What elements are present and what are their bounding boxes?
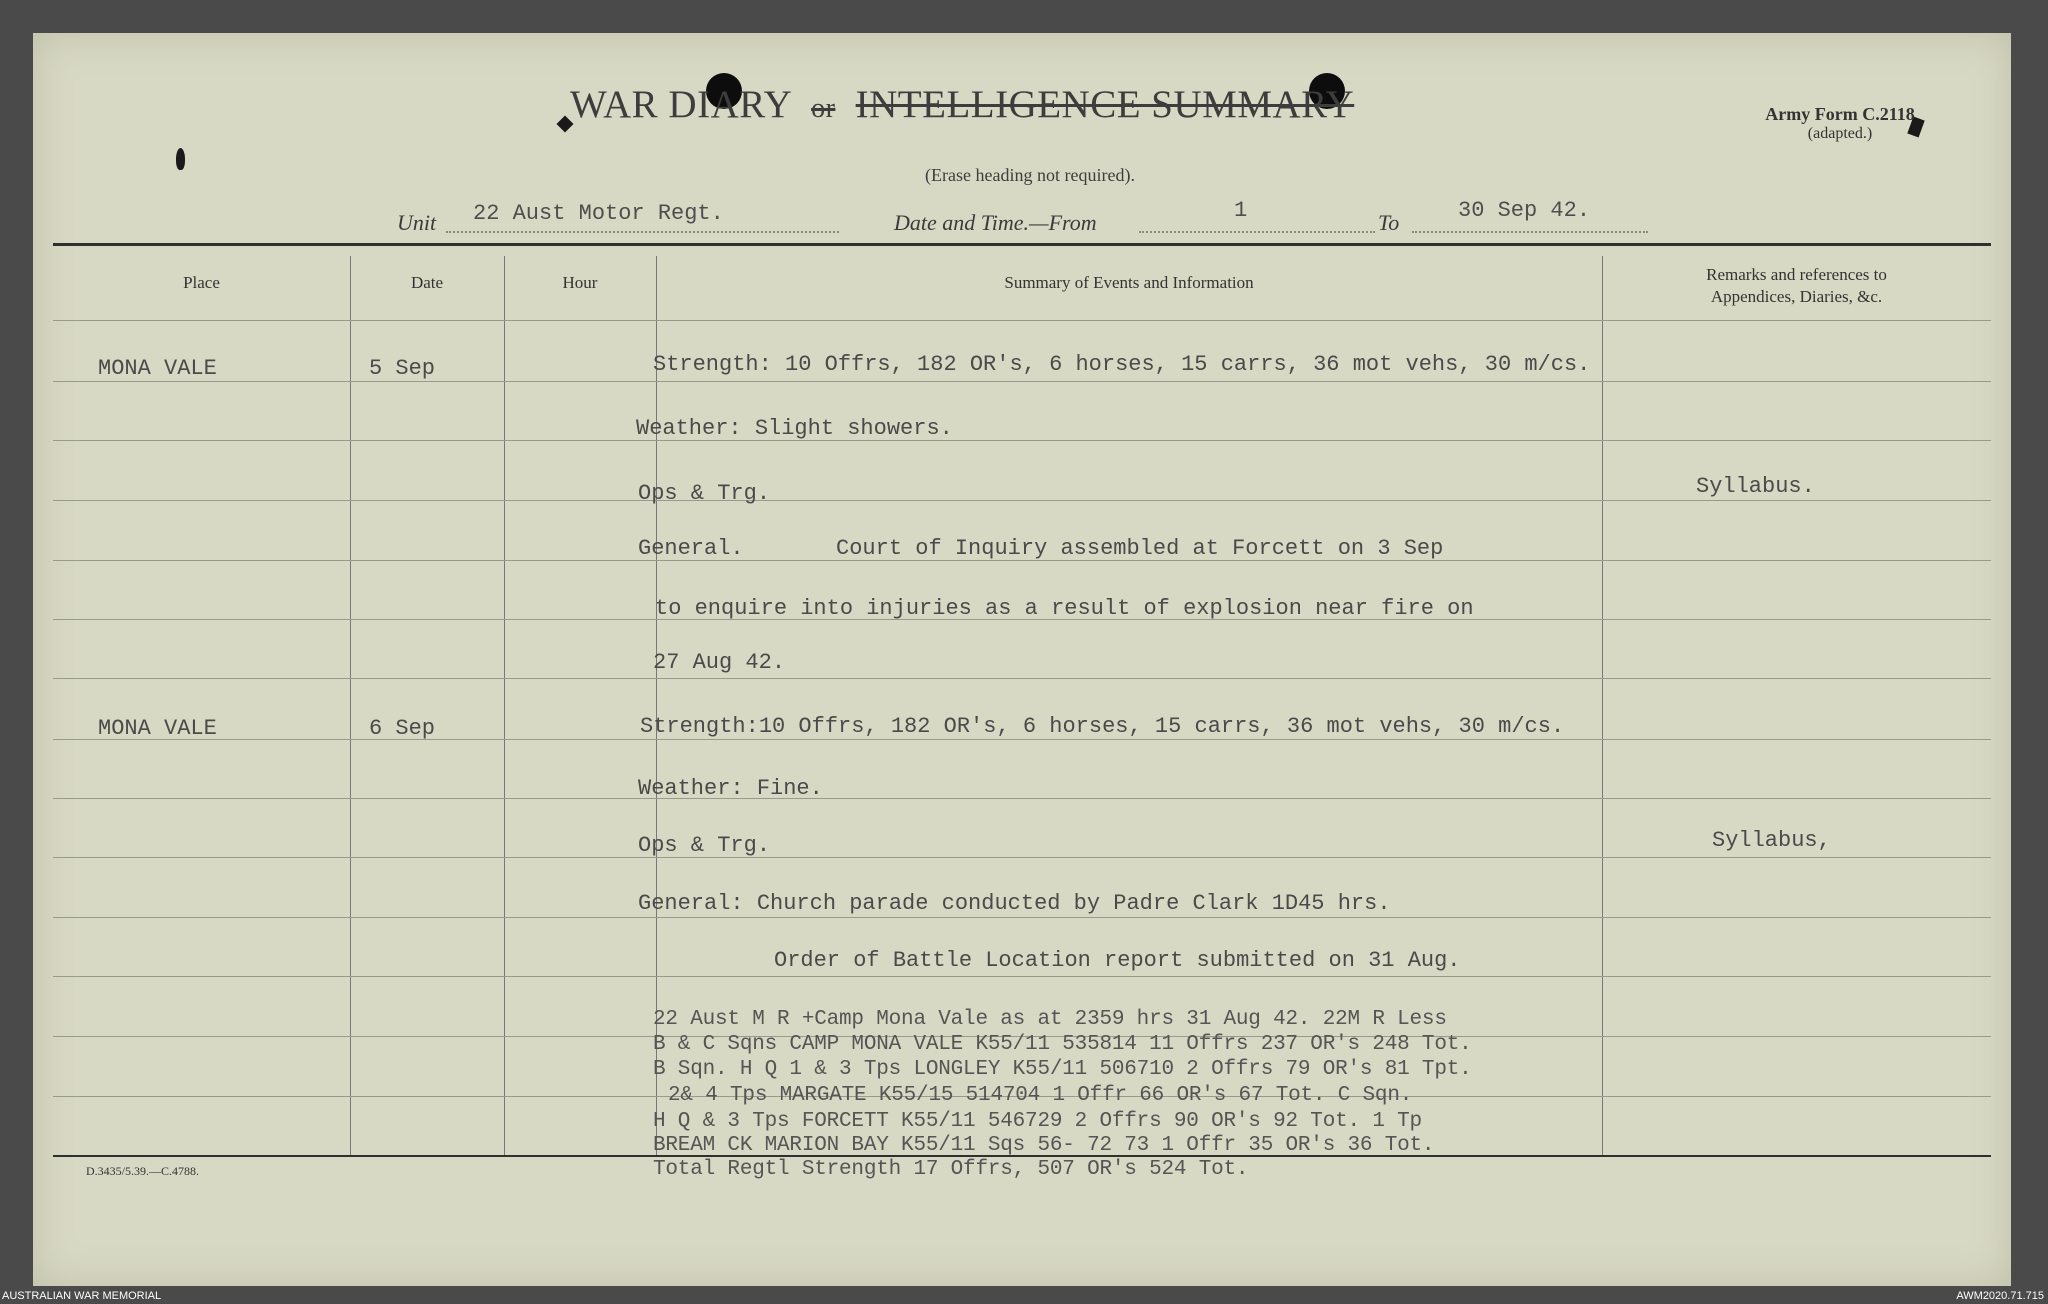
- entry-date: 5 Sep: [369, 356, 436, 381]
- remarks-header-line-1: Remarks and references to: [1706, 265, 1887, 284]
- entry-line: Weather: Slight showers.: [636, 416, 953, 441]
- column-header-summary: Summary of Events and Information: [1004, 273, 1254, 292]
- column-header-hour: Hour: [562, 273, 598, 292]
- column-header-place: Place: [183, 273, 220, 292]
- unit-label: Unit: [397, 210, 437, 235]
- entry-line: H Q & 3 Tps FORCETT K55/11 546729 2 Offrs 90 OR's 92 Tot. 1 Tp: [653, 1110, 1422, 1133]
- entry-line: B Sqn. H Q 1 & 3 Tps LONGLEY K55/11 506710 2 Offrs 79 OR's 81 Tpt.: [653, 1058, 1472, 1081]
- entry-line: Strength: 10 Offrs, 182 OR's, 6 horses, 15 carrs, 36 mot vehs, 30 m/cs.: [653, 352, 1591, 377]
- column-divider: [1602, 256, 1603, 1155]
- form-print-code: D.3435/5.39.—C.4788.: [86, 1164, 200, 1178]
- form-note: (adapted.): [1807, 125, 1873, 142]
- entry-line: 27 Aug 42.: [653, 650, 786, 675]
- column-header-date: Date: [410, 273, 444, 292]
- archive-caption-bar: [0, 1290, 2048, 1304]
- diary-title: [570, 82, 1570, 127]
- title-note: (Erase heading not required).: [925, 165, 1135, 185]
- entry-line: Ops & Trg.: [638, 833, 771, 858]
- entry-remark: Syllabus,: [1712, 828, 1831, 853]
- entry-line: Strength:10 Offrs, 182 OR's, 6 horses, 15 carrs, 36 mot vehs, 30 m/cs.: [640, 714, 1565, 739]
- date-to-dotted-line: [1412, 231, 1648, 233]
- entry-remark: Syllabus.: [1696, 474, 1815, 499]
- entry-line: 2& 4 Tps MARGATE K55/15 514704 1 Offr 66 OR's 67 Tot. C Sqn.: [668, 1084, 1413, 1107]
- unit-dotted-line: [446, 231, 839, 233]
- entry-line: B & C Sqns CAMP MONA VALE K55/11 535814 11 Offrs 237 OR's 248 Tot.: [653, 1033, 1472, 1056]
- entry-place: MONA VALE: [98, 356, 217, 381]
- entry-line: to enquire into injuries as a result of explosion near fire on: [655, 596, 1474, 621]
- column-divider: [504, 256, 505, 1155]
- entry-line: BREAM CK MARION BAY K55/11 Sqs 56- 72 73 1 Offr 35 OR's 36 Tot.: [653, 1134, 1435, 1157]
- ruled-line: [53, 678, 1991, 679]
- archive-name: AUSTRALIAN WAR MEMORIAL: [2, 1290, 162, 1302]
- ruled-line: [53, 440, 1991, 441]
- form-identifier: [1700, 104, 1980, 144]
- title-struck: INTELLIGENCE SUMMARY: [855, 83, 1355, 126]
- ink-mark: [176, 148, 185, 170]
- ruled-line: [53, 381, 1991, 382]
- entry-line: Total Regtl Strength 17 Offrs, 507 OR's 524 Tot.: [653, 1158, 1249, 1181]
- ruled-line: [53, 976, 1991, 977]
- entry-line: General: Church parade conducted by Padre Clark 1D45 hrs.: [638, 891, 1391, 916]
- ruled-line: [53, 739, 1991, 740]
- unit-value: 22 Aust Motor Regt.: [473, 201, 724, 226]
- ruled-line: [53, 917, 1991, 918]
- date-to-value: 30 Sep 42.: [1458, 198, 1591, 223]
- date-from-value: 1: [1234, 198, 1248, 223]
- table-top-rule: [53, 243, 1991, 246]
- archive-reference: AWM2020.71.715: [1956, 1290, 2044, 1302]
- entry-date: 6 Sep: [369, 716, 436, 741]
- title-main: WAR DIARY: [570, 83, 791, 126]
- date-from-dotted-line: [1139, 231, 1375, 233]
- entry-line: Weather: Fine.: [638, 776, 823, 801]
- remarks-header-line-2: Appendices, Diaries, &c.: [1710, 287, 1883, 306]
- entry-line: 22 Aust M R +Camp Mona Vale as at 2359 hrs 31 Aug 42. 22M R Less: [653, 1008, 1447, 1031]
- date-from-label: Date and Time.—From: [894, 210, 1097, 235]
- entry-line: Ops & Trg.: [638, 481, 771, 506]
- ruled-line: [53, 500, 1991, 501]
- title-or: or: [811, 93, 836, 124]
- column-header-remarks: [1602, 264, 1991, 308]
- date-to-label: To: [1378, 210, 1400, 235]
- ruled-line: [53, 798, 1991, 799]
- entry-line: Order of Battle Location report submitted on 31 Aug.: [774, 948, 1461, 973]
- entry-place: MONA VALE: [98, 716, 217, 741]
- form-name: Army Form C.2118: [1765, 104, 1915, 124]
- ruled-line: [53, 857, 1991, 858]
- entry-line: General. Court of Inquiry assembled at Forcett on 3 Sep: [638, 536, 1444, 561]
- ruled-line: [53, 320, 1991, 321]
- column-divider: [350, 256, 351, 1155]
